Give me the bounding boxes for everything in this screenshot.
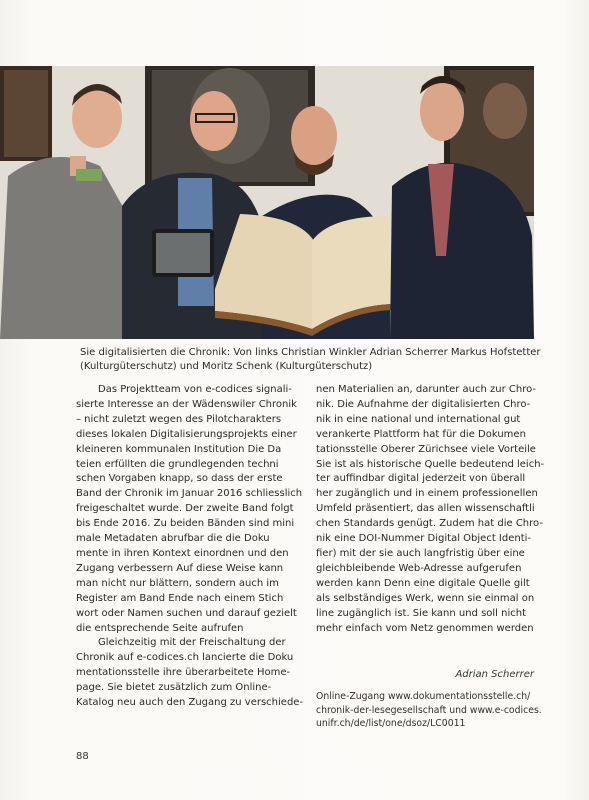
- article-line-right: werden kann Denn eine digitale Quelle gilt: [316, 577, 530, 589]
- article-line-left: Band der Chronik im Januar 2016 schliesslich: [76, 488, 303, 500]
- article-line-right: line zugänglich ist. Sie kann und soll nicht: [316, 607, 527, 619]
- article-column-right: [316, 383, 546, 636]
- article-line-left: Zugang verbessern Auf diese Weise kann: [76, 562, 284, 574]
- article-line-left: male Metadaten abrufbar die die Doku: [76, 533, 270, 545]
- article-line-left: mentationsstelle ihre überarbeitete Home-: [76, 667, 291, 679]
- page-number: 88: [76, 751, 89, 762]
- article-line-left: Chronik auf e-codices.ch lancierte die Doku: [76, 652, 294, 664]
- article-line-right: nik in eine national und international gut: [316, 413, 521, 425]
- article-line-left: sierte Interesse an der Wädenswiler Chronik: [76, 398, 297, 410]
- online-access-line-2: chronik-der-lesegesellschaft und www.e-codices.: [316, 704, 542, 716]
- article-line-left: bis Ende 2016. Zu beiden Bänden sind mini: [76, 518, 295, 530]
- article-line-right: Umfeld präsentiert, das allen wissenschaftli: [316, 503, 535, 515]
- online-access-note: [316, 690, 542, 731]
- article-line-left: teien erfüllten die grundlegenden techni: [76, 458, 279, 470]
- article-author: Adrian Scherrer: [455, 669, 534, 680]
- article-line-left: wort oder Namen suchen und darauf gezielt: [76, 607, 297, 619]
- article-line-left: Das Projektteam von e-codices signali-: [98, 384, 292, 395]
- article-line-left: Katalog neu auch den Zugang zu verschiede-: [76, 697, 304, 709]
- article-line-right: ter auffindbar digital jederzeit von überall: [316, 473, 526, 485]
- article-column-left: [76, 383, 306, 711]
- article-line-right: tationsstelle Oberer Zürichsee viele Vorteile: [316, 443, 536, 455]
- article-line-right: gleichbleibende Web-Adresse aufgerufen: [316, 562, 522, 574]
- article-line-left: Gleichzeitig mit der Freischaltung der: [98, 637, 286, 649]
- caption-line-2: (Kulturgüterschutz) und Moritz Schenk (Kulturgüterschutz): [80, 361, 373, 372]
- online-access-line-3: unifr.ch/de/list/one/dsoz/LC0011: [316, 718, 466, 729]
- article-line-left: mente in ihren Kontext einordnen und den: [76, 547, 289, 559]
- online-access-line-1: Online-Zugang www.dokumentationsstelle.ch/: [316, 691, 531, 702]
- article-line-right: nik. Die Aufnahme der digitalisierten Chro-: [316, 398, 531, 410]
- article-line-left: page. Sie bietet zusätzlich zum Online-: [76, 682, 272, 694]
- caption-line-1: Sie digitalisierten die Chronik: Von links Christian Winkler Adrian Scherrer Markus Hofstetter: [80, 347, 541, 358]
- article-line-right: Sie ist als historische Quelle bedeutend leich-: [316, 458, 545, 470]
- article-line-right: her zugänglich und in einem professionellen: [316, 488, 538, 500]
- article-line-left: kleineren kommunalen Institution Die Da: [76, 443, 282, 455]
- photo-caption: [80, 346, 540, 374]
- article-line-left: freigeschaltet wurde. Der zweite Band folgt: [76, 503, 294, 515]
- article-line-left: man nicht nur blättern, sondern auch im: [76, 577, 279, 589]
- article-line-left: schen Vorgaben knapp, so dass der erste: [76, 473, 283, 485]
- article-line-right: verankerte Plattform hat für die Dokumen: [316, 428, 526, 440]
- group-photo: [0, 66, 534, 339]
- article-line-left: die entsprechende Seite aufrufen: [76, 622, 244, 634]
- article-line-right: chen Standards genügt. Zudem hat die Chro-: [316, 518, 543, 530]
- article-line-left: dieses lokalen Digitalisierungsprojekts einer: [76, 428, 297, 440]
- article-line-right: als selbständiges Werk, wenn sie einmal on: [316, 592, 535, 604]
- article-line-left: Register am Band Ende nach einem Stich: [76, 592, 284, 604]
- article-line-right: mehr einfach vom Netz genommen werden: [316, 622, 534, 634]
- photo-illustration: [0, 66, 534, 339]
- article-line-right: nen Materialien an, darunter auch zur Chro-: [316, 384, 537, 395]
- article-line-left: – nicht zuletzt wegen des Pilotcharakters: [76, 413, 282, 425]
- article-line-right: fier) mit der sie auch langfristig über eine: [316, 547, 525, 559]
- article-line-right: nik eine DOI-Nummer Digital Object Identi-: [316, 533, 532, 545]
